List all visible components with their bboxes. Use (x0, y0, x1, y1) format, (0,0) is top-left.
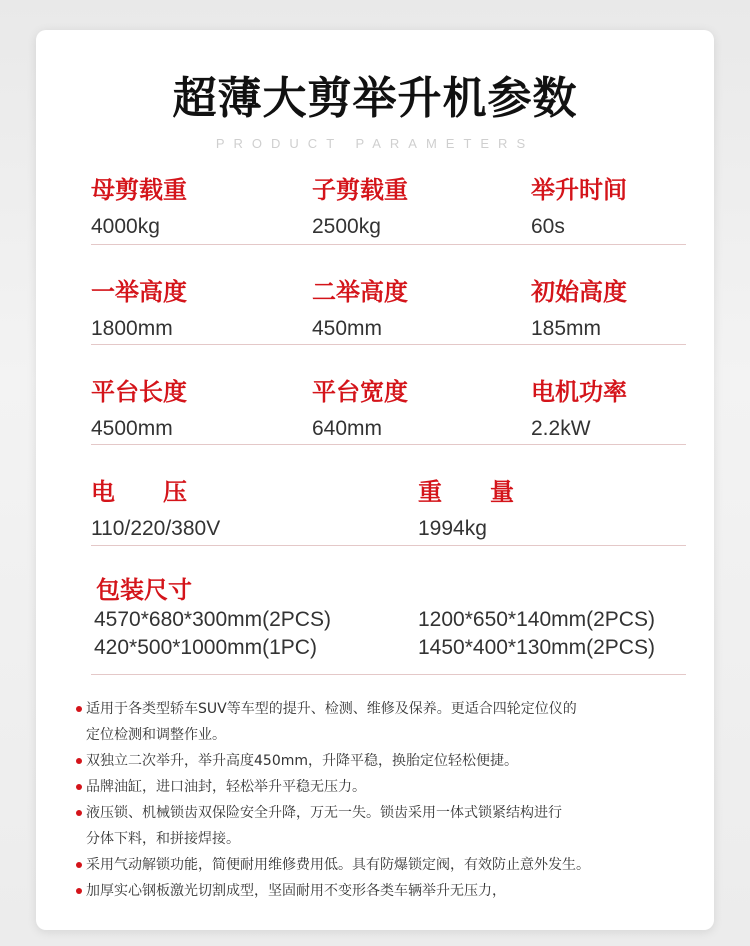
param-value: 110/220/380V (91, 517, 221, 540)
packing-size (96, 570, 192, 605)
param-initial-height (531, 272, 627, 341)
param-value: 1800mm (91, 317, 173, 340)
page-subtitle: PRODUCT PARAMETERS (215, 136, 535, 151)
note-item (76, 852, 696, 878)
param-value: 640mm (312, 417, 383, 440)
note-text: 适用于各类型轿车SUV等车型的提升、检测、维修及保养。更适合四轮定位仪的 (86, 701, 577, 717)
row-divider (91, 344, 686, 345)
param-value: 4500mm (91, 417, 173, 440)
parameters-card (36, 30, 714, 930)
param-lift-time (531, 170, 627, 239)
row-divider (91, 244, 686, 245)
packing-item: 1450*400*130mm(2PCS) (418, 636, 655, 659)
bullet-icon (76, 758, 82, 764)
param-child-scissor-load (312, 170, 408, 239)
note-text: 液压锁、机械锁齿双保险安全升降，万无一失。锁齿采用一体式锁紧结构进行 (86, 805, 562, 821)
row-divider (91, 674, 686, 675)
param-platform-length (91, 372, 187, 441)
param-label: 平台宽度 (312, 378, 408, 406)
param-value: 2.2kW (531, 417, 591, 440)
param-motor-power (531, 372, 627, 441)
param-label: 电 压 (91, 478, 187, 506)
note-item (76, 878, 696, 904)
bullet-icon (76, 784, 82, 790)
param-label: 初始高度 (531, 278, 627, 306)
param-label: 二举高度 (312, 278, 408, 306)
param-label: 一举高度 (91, 278, 187, 306)
note-item (76, 774, 696, 800)
note-item (76, 800, 696, 826)
row-divider (91, 444, 686, 445)
bullet-icon (76, 706, 82, 712)
param-label: 重 量 (418, 478, 514, 506)
feature-notes (76, 696, 696, 904)
param-mother-scissor-load (91, 170, 187, 239)
packing-item: 420*500*1000mm(1PC) (94, 636, 317, 659)
note-text: 采用气动解锁功能，简便耐用维修费用低。具有防爆锁定阀，有效防止意外发生。 (86, 857, 590, 873)
param-label: 电机功率 (531, 378, 627, 406)
param-label: 平台长度 (91, 378, 187, 406)
bullet-icon (76, 810, 82, 816)
packing-label: 包装尺寸 (96, 576, 192, 604)
param-label: 母剪载重 (91, 176, 187, 204)
param-weight (418, 472, 514, 541)
bullet-icon (76, 888, 82, 894)
param-second-lift-height (312, 272, 408, 341)
param-value: 2500kg (312, 215, 381, 238)
note-item (76, 826, 696, 852)
note-item (76, 696, 696, 722)
param-label: 举升时间 (531, 176, 627, 204)
note-text: 品牌油缸，进口油封，轻松举升平稳无压力。 (86, 779, 366, 795)
note-text: 加厚实心钢板激光切割成型，坚固耐用不变形各类车辆举升无压力， (86, 883, 506, 899)
param-value: 185mm (531, 317, 602, 340)
packing-item: 1200*650*140mm(2PCS) (418, 608, 655, 631)
note-text: 定位检测和调整作业。 (86, 727, 226, 743)
param-value: 4000kg (91, 215, 160, 238)
row-divider (91, 545, 686, 546)
note-text: 双独立二次举升，举升高度450mm，升降平稳，换胎定位轻松便捷。 (86, 753, 518, 769)
note-text: 分体下料，和拼接焊接。 (86, 831, 240, 847)
bullet-icon (76, 862, 82, 868)
param-label: 子剪载重 (312, 176, 408, 204)
param-value: 1994kg (418, 517, 487, 540)
note-item (76, 748, 696, 774)
param-first-lift-height (91, 272, 187, 341)
param-voltage (91, 472, 220, 541)
param-platform-width (312, 372, 408, 441)
param-value: 60s (531, 215, 565, 238)
note-item (76, 722, 696, 748)
page-title: 超薄大剪举升机参数 (172, 73, 578, 124)
param-value: 450mm (312, 317, 383, 340)
packing-item: 4570*680*300mm(2PCS) (94, 608, 331, 631)
